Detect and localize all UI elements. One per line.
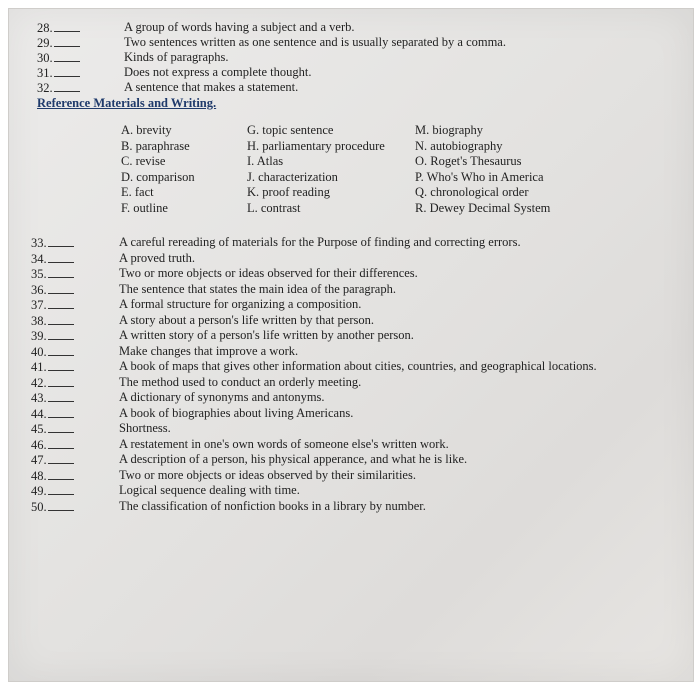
question-text-30: Kinds of paragraphs. xyxy=(124,50,229,64)
choice-k: K. proof reading xyxy=(247,185,330,199)
question-number-28: 28. xyxy=(37,20,80,36)
choice-q: Q. chronological order xyxy=(415,185,529,199)
question-number-label: 48. xyxy=(31,468,47,483)
question-number-label: 42. xyxy=(31,375,47,390)
question-number-label: 36. xyxy=(31,282,47,297)
question-text-48: Two or more objects or ideas observed by their similarities. xyxy=(119,467,416,482)
question-text-31: Does not express a complete thought. xyxy=(124,65,312,79)
choice-g: G. topic sentence xyxy=(247,123,334,137)
choice-d: D. comparison xyxy=(121,169,195,184)
question-number-label: 33. xyxy=(31,236,47,250)
question-text-36: The sentence that states the main idea of the paragraph. xyxy=(119,281,396,296)
choice-a: A. brevity xyxy=(121,123,172,137)
question-number-45 xyxy=(31,421,74,437)
answer-blank[interactable] xyxy=(48,297,74,309)
answer-blank[interactable] xyxy=(48,375,74,387)
question-text-29: Two sentences written as one sentence and is usually separated by a comma. xyxy=(124,35,506,49)
question-number-40 xyxy=(31,344,74,360)
answer-blank[interactable] xyxy=(48,499,74,511)
question-number-42 xyxy=(31,375,74,391)
answer-blank[interactable] xyxy=(48,468,74,480)
question-number-label: 34. xyxy=(31,251,47,266)
choice-h: H. parliamentary procedure xyxy=(247,138,385,153)
question-number-label: 46. xyxy=(31,437,47,452)
question-number-37 xyxy=(31,297,74,313)
question-number-35 xyxy=(31,266,74,282)
worksheet-photo xyxy=(8,8,694,682)
question-number-31: 31. xyxy=(37,65,80,81)
question-number-34 xyxy=(31,251,74,267)
question-text-42: The method used to conduct an orderly meeting. xyxy=(119,374,362,389)
answer-blank[interactable] xyxy=(48,282,74,294)
question-text-44: A book of biographies about living Americans. xyxy=(119,405,354,420)
question-number-label: 43. xyxy=(31,391,47,405)
question-number-label: 44. xyxy=(31,406,47,421)
question-text-39: A written story of a person's life written by another person. xyxy=(119,328,414,342)
question-number-label: 45. xyxy=(31,422,47,436)
question-number-38 xyxy=(31,313,74,329)
question-text-32: A sentence that makes a statement. xyxy=(124,80,299,94)
answer-blank[interactable] xyxy=(48,344,74,356)
answer-blank[interactable] xyxy=(48,437,74,449)
choice-n: N. autobiography xyxy=(415,138,503,153)
question-number-36 xyxy=(31,282,74,298)
choice-r: R. Dewey Decimal System xyxy=(415,200,551,215)
question-number-30: 30. xyxy=(37,50,80,66)
question-number-39 xyxy=(31,328,74,344)
answer-blank[interactable] xyxy=(48,251,74,263)
choice-j: J. characterization xyxy=(247,169,338,184)
question-number-label: 40. xyxy=(31,344,47,359)
choice-c: C. revise xyxy=(121,154,166,168)
choice-o: O. Roget's Thesaurus xyxy=(415,154,522,168)
answer-blank[interactable] xyxy=(48,483,74,495)
question-number-49 xyxy=(31,483,74,499)
question-number-label: 50. xyxy=(31,499,47,514)
question-number-32: 32. xyxy=(37,80,80,96)
choice-p: P. Who's Who in America xyxy=(415,169,544,184)
choice-m: M. biography xyxy=(415,123,484,137)
choice-e: E. fact xyxy=(121,185,154,199)
question-number-label: 38. xyxy=(31,313,47,328)
choices-column-3 xyxy=(415,123,550,216)
question-text-45: Shortness. xyxy=(119,421,171,435)
answer-blank[interactable] xyxy=(48,452,74,464)
question-text-43: A dictionary of synonyms and antonyms. xyxy=(119,390,325,404)
answer-blank[interactable] xyxy=(48,313,74,325)
answer-blank[interactable] xyxy=(48,406,74,418)
choice-i: I. Atlas xyxy=(247,154,284,168)
question-number-44 xyxy=(31,406,74,422)
question-number-label: 41. xyxy=(31,360,47,374)
question-number-label: 49. xyxy=(31,484,47,498)
question-number-47 xyxy=(31,452,74,468)
choices-column-2 xyxy=(247,123,385,216)
question-text-37: A formal structure for organizing a composition. xyxy=(119,297,362,311)
question-number-43 xyxy=(31,390,74,406)
choice-l: L. contrast xyxy=(247,200,301,215)
question-text-46: A restatement in one's own words of someone else's written work. xyxy=(119,436,449,451)
question-text-28: A group of words having a subject and a verb. xyxy=(124,20,355,34)
answer-blank[interactable] xyxy=(48,390,74,402)
question-text-34: A proved truth. xyxy=(119,250,196,265)
question-number-29: 29. xyxy=(37,35,80,51)
question-text-50: The classification of nonfiction books in a library by number. xyxy=(119,498,426,513)
question-number-50 xyxy=(31,499,74,515)
answer-blank[interactable] xyxy=(48,266,74,278)
answer-blank[interactable] xyxy=(48,421,74,433)
question-text-49: Logical sequence dealing with time. xyxy=(119,483,300,497)
choice-b: B. paraphrase xyxy=(121,138,190,153)
question-number-label: 47. xyxy=(31,453,47,467)
question-text-41: A book of maps that gives other information about cities, countries, and geographical locations. xyxy=(119,359,597,373)
question-number-label: 39. xyxy=(31,329,47,343)
question-text-35: Two or more objects or ideas observed for their differences. xyxy=(119,266,418,280)
answer-blank[interactable] xyxy=(48,359,74,371)
answer-blank[interactable] xyxy=(48,328,74,340)
question-text-33: A careful rereading of materials for the Purpose of finding and correcting errors. xyxy=(119,235,521,249)
choice-f: F. outline xyxy=(121,200,168,215)
question-text-40: Make changes that improve a work. xyxy=(119,343,299,358)
section-heading: Reference Materials and Writing. xyxy=(37,96,217,110)
question-number-label: 35. xyxy=(31,267,47,281)
question-number-41 xyxy=(31,359,74,375)
choices-column-1 xyxy=(121,123,195,216)
question-number-46 xyxy=(31,437,74,453)
question-number-label: 37. xyxy=(31,298,47,312)
question-text-38: A story about a person's life written by that person. xyxy=(119,312,374,327)
answer-blank[interactable] xyxy=(48,235,74,247)
question-number-48 xyxy=(31,468,74,484)
question-number-33 xyxy=(31,235,74,251)
question-text-47: A description of a person, his physical apperance, and what he is like. xyxy=(119,452,468,466)
